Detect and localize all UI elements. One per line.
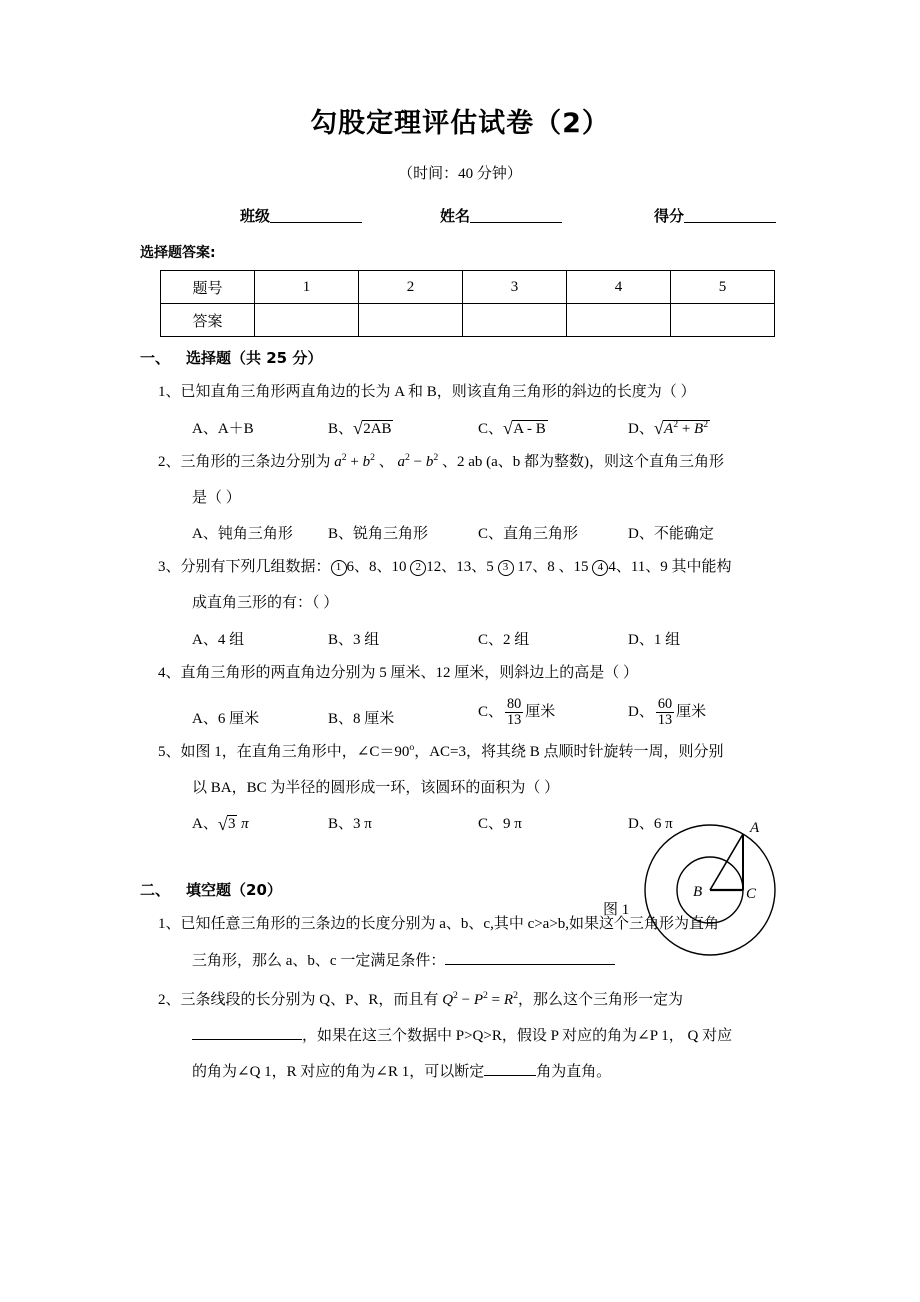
question-2 (140, 451, 780, 474)
answer-sheet-label: 选择题答案: (140, 245, 216, 262)
option-4b[interactable]: B、8 厘米 (328, 710, 395, 727)
question-2-stem-part2: 、 (378, 453, 394, 470)
option-4c[interactable] (478, 697, 628, 728)
option-1d-radicand: $A^2 + B^2$ (664, 418, 709, 437)
figure-label-b: B (693, 884, 703, 900)
answer-cell-4[interactable] (567, 304, 671, 337)
section-heading-choice (140, 347, 780, 368)
fill-question-1-number: 1 (158, 916, 166, 933)
option-1c-radicand: A - B (513, 420, 546, 437)
figure-1 (640, 818, 790, 978)
section-title-2: 填空题（20） (186, 881, 282, 900)
section-marker-1: 一、 (140, 349, 171, 368)
section-title-1: 选择题（共 25 分） (186, 349, 323, 368)
question-4-number: 4 (158, 664, 166, 681)
row-header-answer: 答案 (161, 304, 255, 337)
question-1 (140, 381, 780, 404)
option-5a-prefix: A、 (192, 816, 218, 833)
option-2b[interactable]: B、锐角三角形 (328, 526, 429, 543)
option-5d[interactable]: D、6 π (628, 816, 673, 833)
option-5a-pi: π (241, 816, 249, 833)
section-marker-2: 二、 (140, 881, 171, 900)
question-5-stem-part2: ，AC=3，将其绕 B 点顺时针旋转一周，则分别 (414, 743, 724, 760)
exam-duration: （时间：40 分钟） (398, 166, 522, 183)
option-4a[interactable]: A、6 厘米 (192, 710, 260, 727)
answer-cell-2[interactable] (359, 304, 463, 337)
question-3-stem-prefix: 、分别有下列几组数据： (165, 559, 331, 576)
score-label: 得分 (654, 209, 685, 226)
name-label: 姓名 (440, 209, 471, 226)
question-2-number: 2 (158, 453, 166, 470)
question-number-cell-4: 4 (567, 271, 671, 304)
page-title: 勾股定理评估试卷（2） (310, 108, 610, 139)
fill-question-2-stem-part2: ，那么这个三角形一定为 (517, 991, 683, 1008)
option-1c-prefix: C、 (478, 420, 504, 437)
question-3-options (140, 628, 780, 649)
option-1d[interactable] (628, 417, 710, 438)
question-3 (140, 556, 780, 579)
option-1b-prefix: B、 (328, 420, 354, 437)
option-4c-suffix: 厘米 (525, 703, 556, 720)
question-3-group1: 6、8、10 (346, 559, 411, 576)
question-4-stem: 、直角三角形的两直角边分别为 5 厘米、12 厘米，则斜边上的高是（ ） (165, 664, 639, 681)
spacer-1 (362, 205, 440, 226)
question-1-number: 1 (158, 384, 166, 401)
fill-question-2-line3 (140, 1061, 780, 1084)
fraction-80-13 (505, 697, 523, 728)
circled-number-2: 2 (410, 560, 426, 576)
question-3-group3: 17、8 、15 (513, 559, 593, 576)
fill-question-2-expr: $Q^2 - P^2 = R^2$ (442, 989, 518, 1008)
row-header-question: 题号 (161, 271, 255, 304)
answer-cell-1[interactable] (255, 304, 359, 337)
question-5-stem-part1: 、如图 1，在直角三角形中，∠C＝90 (165, 743, 410, 760)
option-3c[interactable]: C、2 组 (478, 631, 530, 648)
fill-question-2-blank-1[interactable] (192, 1026, 302, 1040)
question-2-line2: 是（ ） (192, 489, 241, 506)
table-row (161, 271, 775, 304)
option-3b[interactable]: B、3 组 (328, 631, 380, 648)
fill-question-2-blank-2[interactable] (484, 1062, 536, 1076)
fill-question-2-line3-text-b: 角为直角。 (536, 1064, 612, 1081)
question-2-expr-2: $a^2 - b^2$ (397, 451, 439, 470)
fill-question-2-line3-text-a: 的角为∠Q 1，R 对应的角为∠R 1，可以断定 (192, 1064, 485, 1081)
question-3-group2: 12、13、5 (426, 559, 498, 576)
score-field (654, 205, 776, 226)
question-1-options (140, 417, 780, 438)
option-4d-suffix: 厘米 (676, 703, 707, 720)
segment-ba (710, 834, 743, 890)
fill-question-2-number: 2 (158, 991, 166, 1008)
figure-1-svg (640, 818, 790, 978)
fill-question-1-line2-text: 三角形，那么 a、b、c 一定满足条件： (192, 952, 446, 969)
circled-number-1: 1 (331, 560, 347, 576)
sqrt-icon (218, 815, 237, 833)
answer-cell-5[interactable] (671, 304, 775, 337)
question-2-stem-part3: 、2 ab (a、b 都为整数)，则这个直角三角形 (441, 453, 725, 470)
option-1a[interactable]: A、A＋B (192, 420, 254, 437)
fill-question-2-line2-text: ，如果在这三个数据中 P>Q>R，假设 P 对应的角为∠P 1， Q 对应 (302, 1028, 733, 1045)
question-5-degree-sup: o (409, 741, 415, 753)
question-3-group4: 4、11、9 其中能构 (608, 559, 732, 576)
option-2c[interactable]: C、直角三角形 (478, 526, 579, 543)
question-2-expr-1: $a^2 + b^2$ (334, 451, 375, 470)
option-1d-prefix: D、 (628, 420, 654, 437)
name-blank[interactable] (470, 208, 562, 223)
option-3a[interactable]: A、4 组 (192, 631, 245, 648)
fill-question-2-stem-part1: 、三条线段的长分别为 Q、P、R，而且有 (165, 991, 439, 1008)
question-number-cell-3: 3 (463, 271, 567, 304)
question-5-line2: 以 BA，BC 为半径的圆形成一环，该圆环的面积为（ ） (192, 780, 560, 797)
fill-question-2-line2 (140, 1025, 780, 1048)
question-1-stem: 、已知直角三角形两直角边的长为 A 和 B，则该直角三角形的斜边的长度为（ ） (165, 384, 696, 401)
question-3-line2: 成直角三形的有：（ ） (192, 595, 339, 612)
option-1b-radicand: 2AB (363, 420, 392, 437)
question-5 (140, 741, 780, 764)
answer-cell-3[interactable] (463, 304, 567, 337)
option-4c-numerator: 80 (507, 695, 522, 712)
figure-label-c: C (746, 886, 757, 902)
circled-number-3: 3 (498, 560, 514, 576)
sqrt-icon (654, 420, 710, 438)
fraction-60-13 (656, 697, 674, 728)
option-2a[interactable]: A、钝角三角形 (192, 526, 293, 543)
option-4c-prefix: C、 (478, 703, 504, 720)
question-2-stem-part1: 、三角形的三条边分别为 (165, 453, 331, 470)
score-blank[interactable] (684, 208, 776, 223)
circled-number-4: 4 (592, 560, 608, 576)
question-4-options (140, 697, 780, 728)
question-number-cell-5: 5 (671, 271, 775, 304)
option-5a[interactable] (192, 812, 328, 833)
option-4d-denominator: 13 (657, 711, 673, 728)
option-5b[interactable]: B、3 π (328, 816, 372, 833)
sqrt-icon (353, 420, 393, 438)
option-5c[interactable]: C、9 π (478, 816, 522, 833)
class-blank[interactable] (270, 208, 362, 223)
class-label: 班级 (240, 209, 271, 226)
figure-label-a: A (750, 820, 760, 836)
fill-question-1-stem: 、已知任意三角形的三条边的长度分别为 a、b、c,其中 c>a>b,如果这个三角形为直角 (165, 916, 720, 933)
answer-table (160, 270, 775, 337)
sqrt-icon (503, 420, 548, 438)
identity-row (140, 205, 780, 226)
fill-question-1-blank[interactable] (445, 951, 615, 965)
question-2-options (140, 522, 780, 543)
question-3-number: 3 (158, 559, 166, 576)
option-3d[interactable]: D、1 组 (628, 631, 681, 648)
question-number-cell-1: 1 (255, 271, 359, 304)
option-4d[interactable] (628, 697, 706, 728)
option-4c-denominator: 13 (507, 711, 522, 728)
option-5a-radicand: 3 (228, 816, 236, 833)
option-2d[interactable]: D、不能确定 (628, 526, 714, 543)
option-4d-prefix: D、 (628, 703, 654, 720)
option-1b[interactable] (328, 417, 478, 438)
fill-question-2 (140, 989, 780, 1012)
class-field (240, 205, 362, 226)
question-4 (140, 662, 780, 685)
option-1c[interactable] (478, 417, 628, 438)
question-5-number: 5 (158, 743, 166, 760)
table-row (161, 304, 775, 337)
figure-caption: 图 1 (603, 902, 630, 918)
name-field (440, 205, 562, 226)
option-4d-numerator: 60 (657, 695, 673, 712)
question-number-cell-2: 2 (359, 271, 463, 304)
spacer-2 (562, 205, 654, 226)
